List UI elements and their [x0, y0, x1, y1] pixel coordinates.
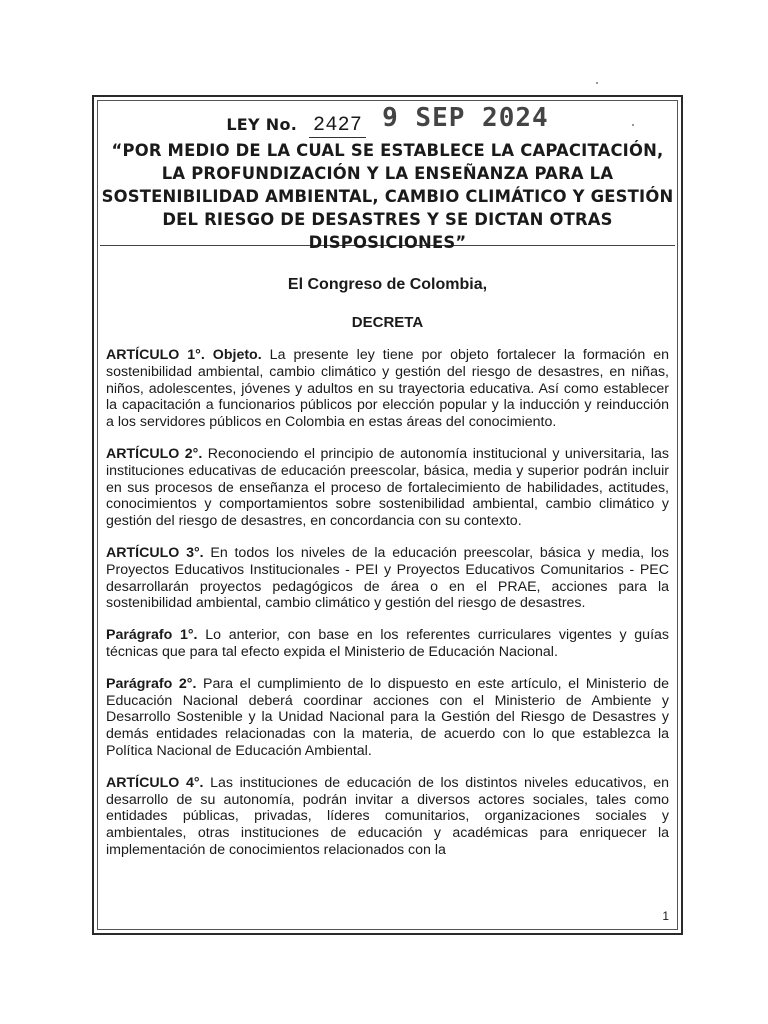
law-number-line [100, 103, 675, 138]
article-2 [106, 446, 669, 530]
law-header [100, 101, 675, 252]
page-number: 1 [662, 909, 669, 923]
article-4 [106, 775, 669, 859]
article-3 [106, 545, 669, 612]
article-text: Reconociendo el principio de autonomía institucional y universitaria, las instituciones educativas de educación preescolar, básica, media y superior podrán incluir en sus procesos de enseñanza el proceso de fortalecimiento de habilidades, actitudes, conocimientos y comportamientos sobre sostenibilidad ambiental, cambio climático y gestión del riesgo de desastres, en concordancia con su contexto. [106, 445, 669, 530]
paragraph-2 [106, 676, 669, 760]
article-text: En todos los niveles de la educación preescolar, básica y media, los Proyectos Educativos Institucionales - PEI y Proyectos Educativos Comunitarios - PEC desarrollarán proyectos pedagógicos de área o en el PRAE, acciones para la sostenibilidad ambiental, cambio climático y gestión del riesgo de desastres. [106, 544, 669, 612]
law-number: 2427 [309, 114, 366, 138]
article-heading: ARTÍCULO 4°. [106, 774, 204, 791]
article-heading: ARTÍCULO 1°. Objeto. [106, 347, 262, 363]
paragraph-heading: Parágrafo 2°. [106, 675, 197, 692]
article-heading: ARTÍCULO 2°. [106, 445, 203, 462]
article-text: La presente ley tiene por objeto fortalecer la formación en sostenibilidad ambiental, cambio climático y gestión del riesgo de desastres, en niñas, niños, adolescentes, jóvenes y adultos en su trayectoria educativa. Así como establecer la capacitación a funcionarios públicos por elección popular y la inducción y reinducción a los servidores públicos en Colombia en estas áreas del conocimiento. [106, 347, 669, 431]
date-stamp: 9 SEP 2024 [382, 103, 549, 133]
law-title: “POR MEDIO DE LA CUAL SE ESTABLECE LA CAPACITACIÓN, LA PROFUNDIZACIÓN Y LA ENSEÑANZA PARA LA SOSTENIBILIDAD AMBIENTAL, CAMBIO CLIMÁTICO Y GESTIÓN DEL RIESGO DE DESASTRES Y SE DICTAN OTRAS DISPOSICIONES” [101, 141, 674, 252]
article-text: Las instituciones de educación de los distintos niveles educativos, en desarrollo de su autonomía, podrán invitar a diversos actores sociales, tales como entidades públicas, privadas, líderes comunitarios, organizaciones sociales y ambientales, otras instituciones de educación y académicas para enriquecer la implementación de conocimientos relacionados con la [106, 774, 669, 858]
paragraph-text: Lo anterior, con base en los referentes curriculares vigentes y guías técnicas que para tal efecto expida el Ministerio de Educación Nacional. [106, 627, 669, 660]
scan-speck [596, 82, 598, 84]
paragraph-1 [106, 627, 669, 661]
law-label: LEY No. [226, 115, 298, 134]
congreso-heading: El Congreso de Colombia, [287, 276, 488, 293]
article-1 [106, 347, 669, 431]
decreta-heading: DECRETA [351, 314, 424, 331]
law-body [106, 275, 669, 874]
paragraph-heading: Parágrafo 1°. [106, 627, 198, 644]
article-heading: ARTÍCULO 3°. [106, 544, 204, 561]
document-frame [92, 95, 683, 935]
paragraph-text: Para el cumplimiento de lo dispuesto en este artículo, el Ministerio de Educación Nacional deberá coordinar acciones con el Ministerio de Ambiente y Desarrollo Sostenible y la Unidad Nacional para la Gestión del Riesgo de Desastres y demás entidades relacionadas con la materia, de acuerdo con lo que establezca la Política Nacional de Educación Ambiental. [106, 675, 670, 759]
